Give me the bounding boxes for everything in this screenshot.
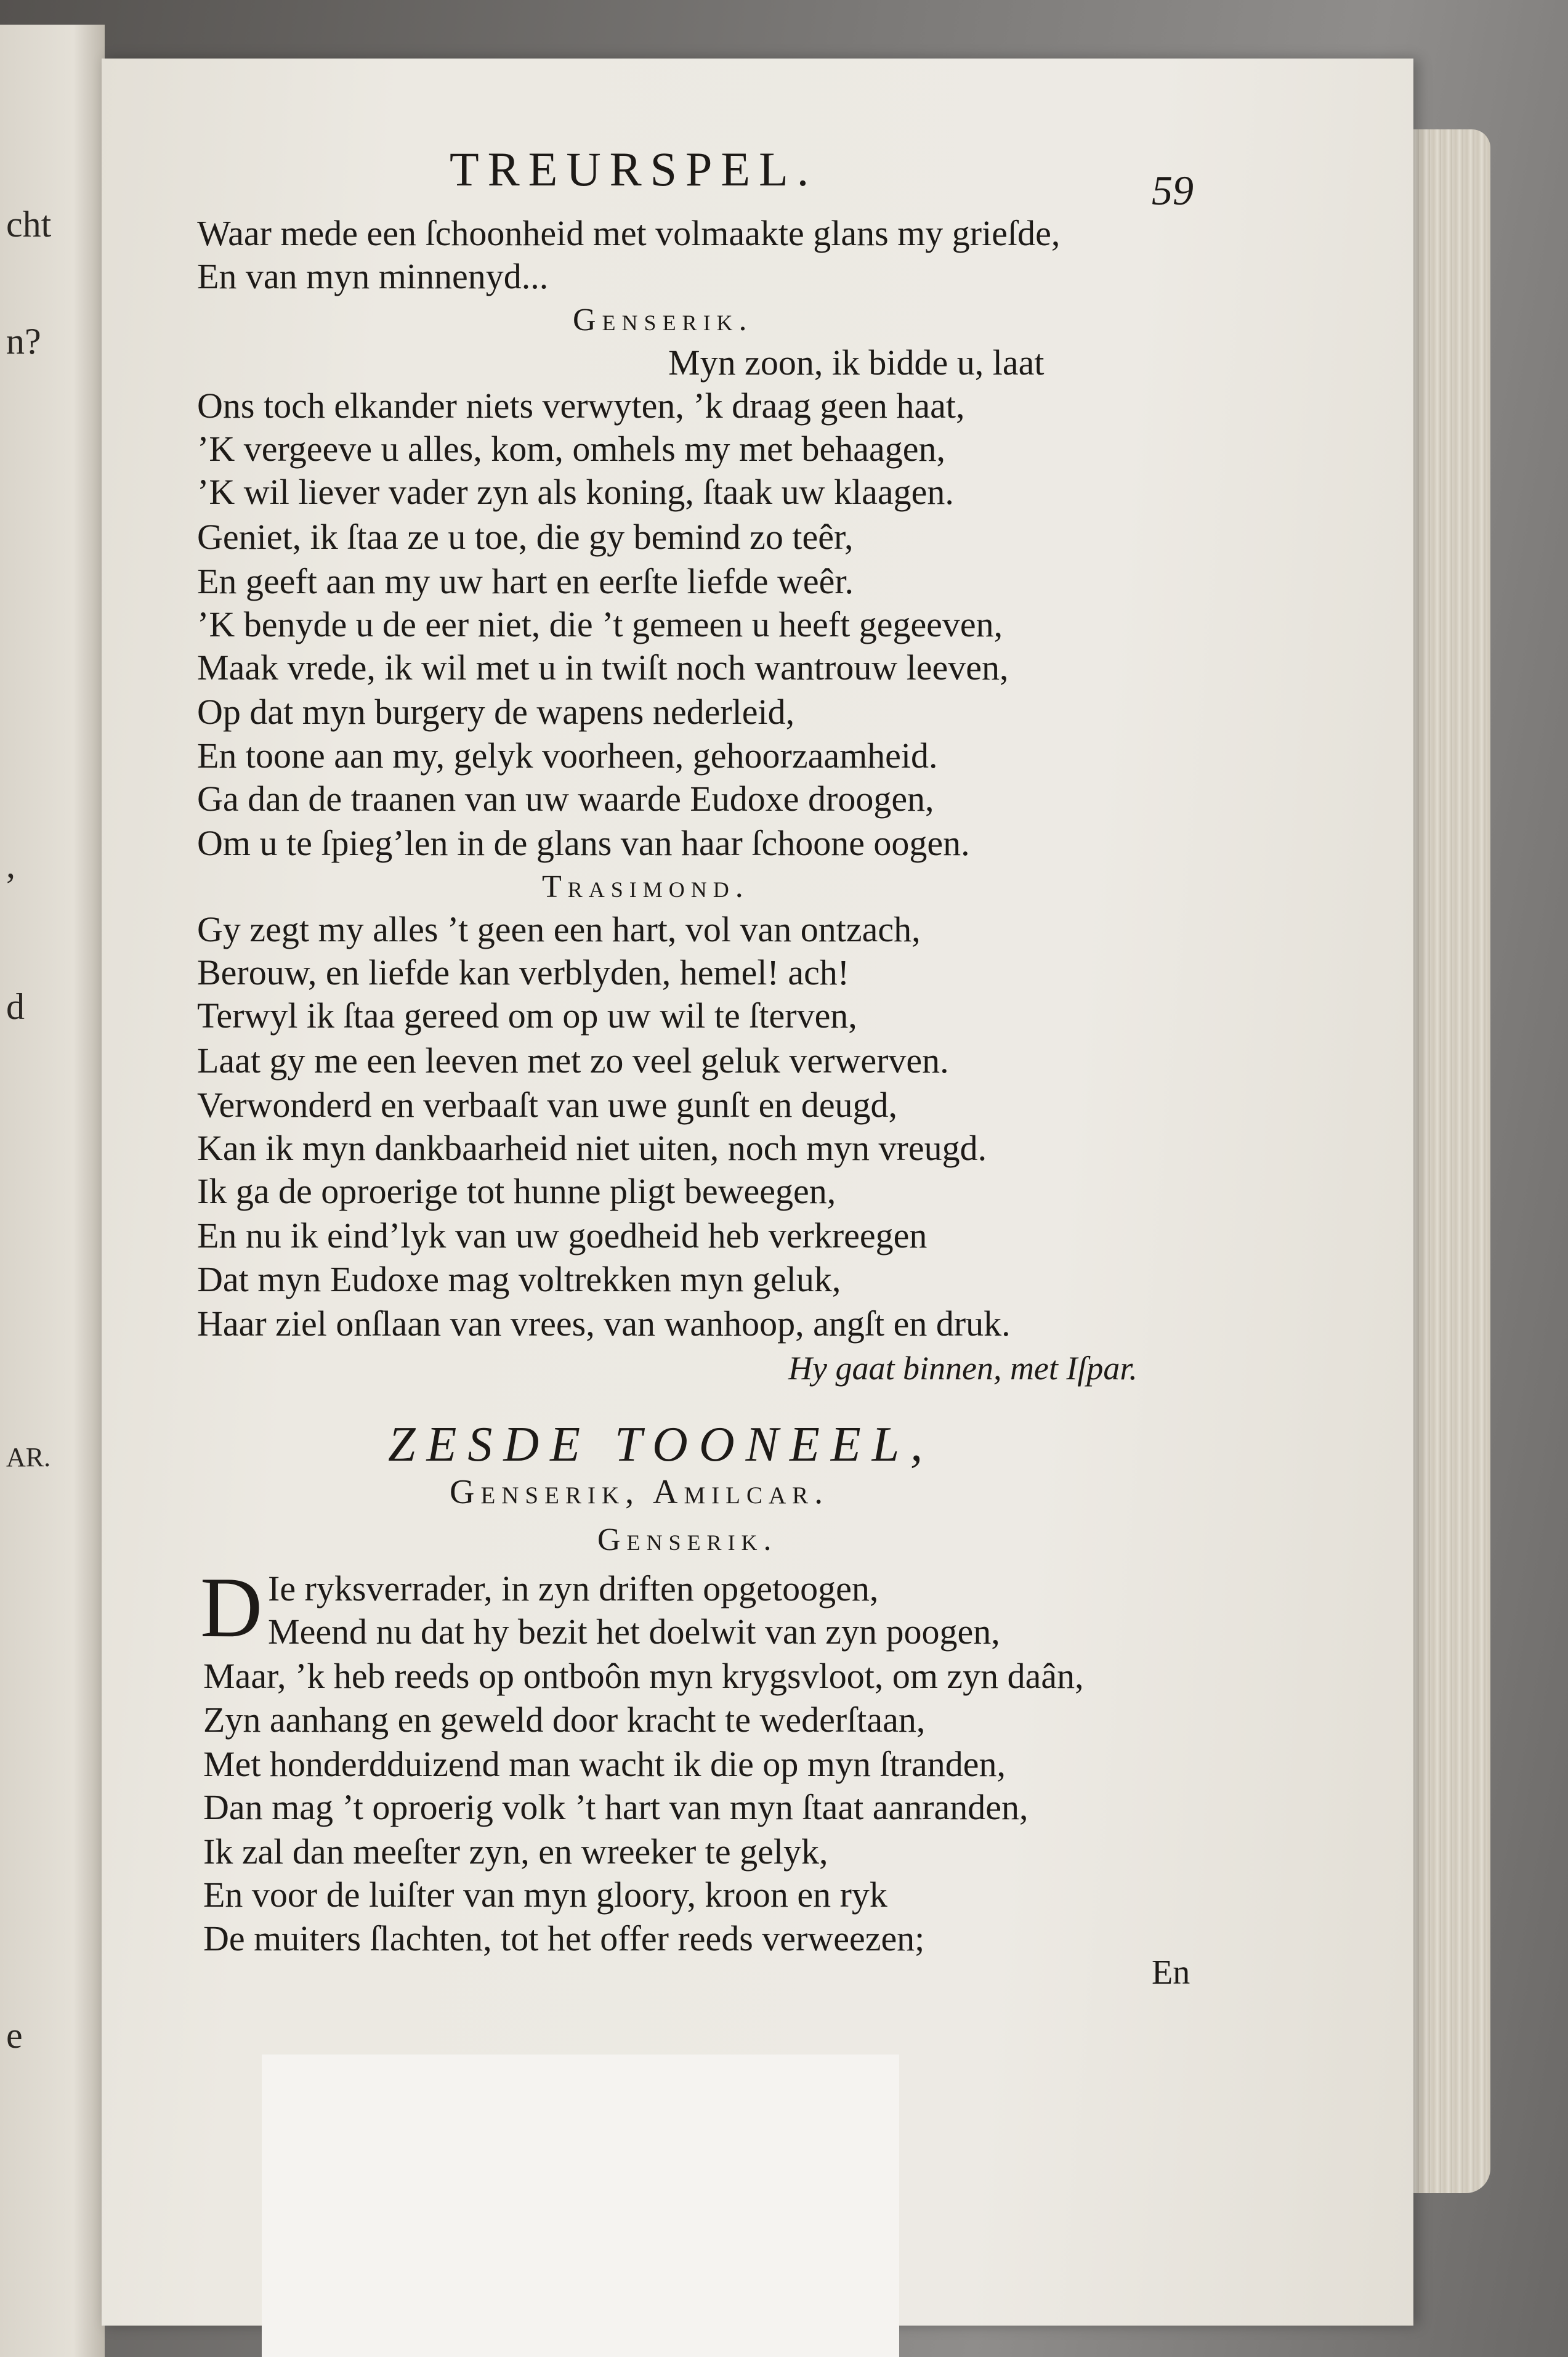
verse-line: Terwyl ik ſtaa gereed om op uw wil te ſterven,: [197, 996, 857, 1036]
verse-line: Berouw, en liefde kan verblyden, hemel! ach!: [197, 952, 850, 992]
redaction-box: [262, 2055, 899, 2357]
left-page-fragment: AR.: [6, 1442, 51, 1472]
verse-line: Verwonderd en verbaaſt van uwe gunſt en deugd,: [197, 1085, 898, 1125]
left-page-fragment: d: [6, 986, 25, 1027]
verse-line: Meend nu dat hy bezit het doelwit van zyn poogen,: [268, 1612, 1000, 1652]
left-page-fragment: cht: [6, 204, 52, 245]
verse-line: ’K vergeeve u alles, kom, omhels my met behaagen,: [197, 429, 945, 469]
verse-line: Maak vrede, ik wil met u in twiſt noch wantrouw leeven,: [197, 647, 1009, 688]
verse-line: ’K benyde u de eer niet, die ’t gemeen u heeft gegeeven,: [197, 604, 1003, 644]
verse-line: De muiters ſlachten, tot het offer reeds verweezen;: [203, 1918, 925, 1958]
left-page-fragment: n?: [6, 321, 41, 362]
verse-line: Waar mede een ſchoonheid met volmaakte glans my grieſde,: [197, 213, 1061, 253]
verse-line: Op dat myn burgery de wapens nederleid,: [197, 692, 795, 732]
verse-line: Haar ziel onſlaan van vrees, van wanhoop, angſt en druk.: [197, 1304, 1011, 1344]
page-number: 59: [1152, 167, 1194, 214]
speaker-name: Genserik.: [573, 302, 753, 338]
verse-line: Ik zal dan meeſter zyn, en wreeker te gelyk,: [203, 1832, 828, 1872]
verse-line: Ga dan de traanen van uw waarde Eudoxe droogen,: [197, 779, 934, 819]
drop-cap: D: [200, 1560, 263, 1655]
verse-line: ’K wil liever vader zyn als koning, ſtaak uw klaagen.: [197, 472, 954, 512]
left-page-fragment: e: [6, 2015, 23, 2056]
verse-line: Laat gy me een leeven met zo veel geluk verwerven.: [197, 1041, 949, 1081]
verse-line: Met honderdduizend man wacht ik die op myn ſtranden,: [203, 1744, 1006, 1784]
scene-persons: Genserik, Amilcar.: [450, 1473, 830, 1511]
verse-line: Om u te ſpieg’len in de glans van haar ſchoone oogen.: [197, 823, 970, 863]
verse-line: Maar, ’k heb reeds op ontboôn myn krygsvloot, om zyn daân,: [203, 1656, 1084, 1696]
speaker-name: Trasimond.: [542, 869, 750, 904]
verse-line: Ik ga de oproerige tot hunne pligt beweegen,: [197, 1171, 836, 1211]
verse-line: En toone aan my, gelyk voorheen, gehoorzaamheid.: [197, 736, 938, 776]
verse-line: Zyn aanhang en geweld door kracht te wederſtaan,: [203, 1700, 926, 1740]
catchword: En: [1152, 1953, 1190, 1992]
verse-line: Myn zoon, ik bidde u, laat: [668, 343, 1045, 383]
verse-line: Ons toch elkander niets verwyten, ’k draag geen haat,: [197, 386, 965, 426]
verse-line: En nu ik eind’lyk van uw goedheid heb verkreegen: [197, 1215, 927, 1256]
verse-line: Kan ik myn dankbaarheid niet uiten, noch myn vreugd.: [197, 1128, 987, 1168]
verse-line: En geeft aan my uw hart en eerſte liefde weêr.: [197, 561, 854, 601]
left-page-edge: [0, 25, 105, 2357]
running-head: TREURSPEL.: [450, 142, 818, 196]
stage-direction: Hy gaat binnen, met Iſpar.: [788, 1350, 1138, 1387]
verse-line: En van myn minnenyd...: [197, 256, 549, 296]
verse-line: En voor de luiſter van myn gloory, kroon en ryk: [203, 1875, 887, 1915]
verse-line: Geniet, ik ſtaa ze u toe, die gy bemind zo teêr,: [197, 517, 854, 557]
verse-line: Dat myn Eudoxe mag voltrekken myn geluk,: [197, 1259, 841, 1299]
left-page-fragment: ,: [6, 845, 15, 885]
scene-title: ZESDE TOONEEL,: [388, 1418, 934, 1472]
verse-line: Gy zegt my alles ’t geen een hart, vol van ontzach,: [197, 909, 921, 949]
verse-line: Dan mag ’t oproerig volk ’t hart van myn ſtaat aanranden,: [203, 1787, 1028, 1827]
verse-line: Ie ryksverrader, in zyn driften opgetoogen,: [268, 1568, 879, 1609]
speaker-name: Genserik.: [597, 1522, 778, 1557]
